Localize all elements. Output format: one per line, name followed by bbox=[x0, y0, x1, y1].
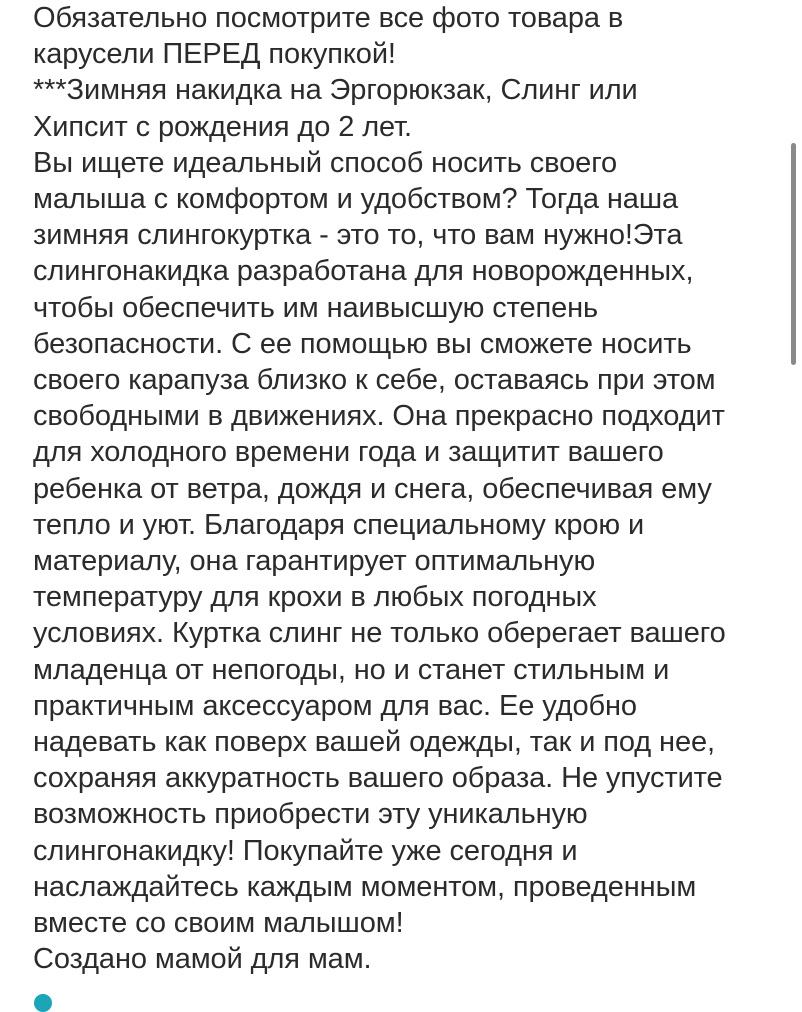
description-line: Хипсит с рождения до 2 лет. bbox=[33, 110, 413, 143]
description-line: ребенка от ветра, дождя и снега, обеспечивая ему bbox=[33, 472, 712, 505]
scrollbar-thumb[interactable] bbox=[791, 143, 796, 365]
accent-circle-icon bbox=[34, 994, 52, 1012]
description-line: вместе со своим малышом! bbox=[33, 907, 404, 940]
description-line: условиях. Куртка слинг не только оберегает вашего bbox=[33, 617, 726, 650]
description-line: тепло и уют. Благодаря специальному крою и bbox=[33, 508, 645, 541]
description-line: младенца от непогоды, но и станет стильным и bbox=[33, 653, 670, 686]
description-line: своего карапуза близко к себе, оставаясь при этом bbox=[33, 364, 716, 397]
description-line: материалу, она гарантирует оптимальную bbox=[33, 545, 596, 578]
description-line: Обязательно посмотрите все фото товара в bbox=[33, 2, 624, 34]
product-description bbox=[33, 0, 793, 977]
description-line: ***Зимняя накидка на Эргорюкзак, Слинг или bbox=[33, 74, 638, 107]
description-line: для холодного времени года и защитит вашего bbox=[33, 436, 664, 469]
description-line: Создано мамой для мам. bbox=[33, 943, 372, 976]
description-line: сохраняя аккуратность вашего образа. Не упустите bbox=[33, 762, 723, 795]
description-line: практичным аксессуаром для вас. Ее удобно bbox=[33, 689, 637, 722]
description-line: безопасности. С ее помощью вы сможете носить bbox=[33, 327, 692, 360]
description-line: слингонакидка разработана для новорожденных, bbox=[33, 255, 694, 288]
description-line: слингонакидку! Покупайте уже сегодня и bbox=[33, 834, 578, 867]
description-line: Вы ищете идеальный способ носить своего bbox=[33, 146, 618, 179]
description-line: малыша с комфортом и удобством? Тогда наша bbox=[33, 183, 679, 216]
description-line: наслаждайтесь каждым моментом, проведенным bbox=[33, 870, 697, 903]
description-line: зимняя слингокуртка - это то, что вам нужно!Эта bbox=[33, 219, 683, 252]
description-line: возможность приобрести эту уникальную bbox=[33, 798, 588, 831]
description-line: надевать как поверх вашей одежды, так и под нее, bbox=[33, 726, 715, 759]
description-line: свободными в движениях. Она прекрасно подходит bbox=[33, 400, 725, 433]
description-line: карусели ПЕРЕД покупкой! bbox=[33, 38, 396, 71]
description-line: чтобы обеспечить им наивысшую степень bbox=[33, 291, 599, 324]
description-line: температуру для крохи в любых погодных bbox=[33, 581, 597, 614]
